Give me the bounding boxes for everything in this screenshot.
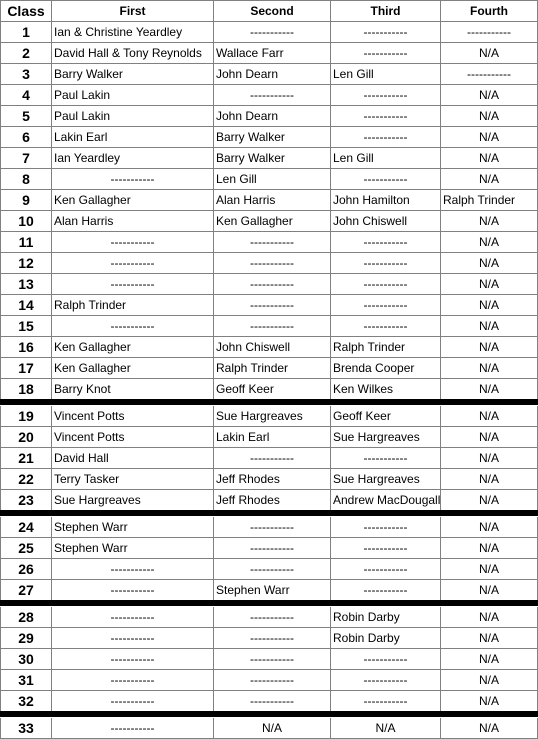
first-cell: Vincent Potts: [52, 406, 214, 427]
class-cell: 17: [0, 358, 52, 379]
fourth-cell: N/A: [441, 718, 538, 739]
class-cell: 29: [0, 628, 52, 649]
first-cell: Stephen Warr: [52, 538, 214, 559]
table-row: [0, 490, 538, 511]
second-cell: Sue Hargreaves: [214, 406, 331, 427]
first-cell: -----------: [52, 628, 214, 649]
first-cell: Ian Yeardley: [52, 148, 214, 169]
table-row: [0, 127, 538, 148]
section-separator: [0, 510, 538, 516]
first-cell: Terry Tasker: [52, 469, 214, 490]
fourth-cell: N/A: [441, 538, 538, 559]
class-cell: 10: [0, 211, 52, 232]
third-cell: -----------: [331, 517, 441, 538]
table-row: [0, 649, 538, 670]
fourth-cell: N/A: [441, 448, 538, 469]
third-cell: Brenda Cooper: [331, 358, 441, 379]
third-cell: Geoff Keer: [331, 406, 441, 427]
fourth-cell: N/A: [441, 169, 538, 190]
first-cell: -----------: [52, 559, 214, 580]
fourth-cell: N/A: [441, 628, 538, 649]
second-cell: -----------: [214, 517, 331, 538]
first-cell: Alan Harris: [52, 211, 214, 232]
header-second: Second: [214, 0, 331, 22]
class-cell: 14: [0, 295, 52, 316]
table-row: [0, 580, 538, 601]
class-cell: 1: [0, 22, 52, 43]
second-cell: -----------: [214, 316, 331, 337]
table-row: [0, 691, 538, 712]
class-cell: 28: [0, 607, 52, 628]
first-cell: Paul Lakin: [52, 85, 214, 106]
header-first: First: [52, 0, 214, 22]
first-cell: -----------: [52, 580, 214, 601]
section-separator: [0, 711, 538, 717]
fourth-cell: -----------: [441, 22, 538, 43]
third-cell: -----------: [331, 169, 441, 190]
third-cell: Ralph Trinder: [331, 337, 441, 358]
table-row: [0, 406, 538, 427]
second-cell: -----------: [214, 22, 331, 43]
second-cell: -----------: [214, 85, 331, 106]
fourth-cell: N/A: [441, 148, 538, 169]
first-cell: Ken Gallagher: [52, 337, 214, 358]
table-row: [0, 538, 538, 559]
class-cell: 27: [0, 580, 52, 601]
second-cell: -----------: [214, 670, 331, 691]
fourth-cell: N/A: [441, 337, 538, 358]
first-cell: -----------: [52, 274, 214, 295]
second-cell: -----------: [214, 607, 331, 628]
third-cell: -----------: [331, 448, 441, 469]
class-cell: 31: [0, 670, 52, 691]
third-cell: Sue Hargreaves: [331, 427, 441, 448]
fourth-cell: N/A: [441, 559, 538, 580]
first-cell: Ken Gallagher: [52, 358, 214, 379]
class-cell: 15: [0, 316, 52, 337]
table-row: [0, 148, 538, 169]
table-row: [0, 43, 538, 64]
fourth-cell: N/A: [441, 106, 538, 127]
class-cell: 25: [0, 538, 52, 559]
second-cell: Barry Walker: [214, 127, 331, 148]
third-cell: -----------: [331, 295, 441, 316]
class-cell: 26: [0, 559, 52, 580]
table-row: [0, 337, 538, 358]
fourth-cell: N/A: [441, 295, 538, 316]
class-cell: 23: [0, 490, 52, 511]
first-cell: -----------: [52, 232, 214, 253]
class-cell: 2: [0, 43, 52, 64]
third-cell: -----------: [331, 22, 441, 43]
class-cell: 12: [0, 253, 52, 274]
fourth-cell: N/A: [441, 316, 538, 337]
class-cell: 6: [0, 127, 52, 148]
second-cell: -----------: [214, 649, 331, 670]
first-cell: -----------: [52, 607, 214, 628]
first-cell: Ralph Trinder: [52, 295, 214, 316]
table-row: [0, 295, 538, 316]
class-cell: 5: [0, 106, 52, 127]
third-cell: Andrew MacDougall: [331, 490, 441, 511]
fourth-cell: N/A: [441, 274, 538, 295]
table-row: [0, 190, 538, 211]
first-cell: Sue Hargreaves: [52, 490, 214, 511]
second-cell: Wallace Farr: [214, 43, 331, 64]
table-row: [0, 379, 538, 400]
second-cell: -----------: [214, 559, 331, 580]
fourth-cell: N/A: [441, 127, 538, 148]
second-cell: -----------: [214, 628, 331, 649]
table-row: [0, 316, 538, 337]
header-class: Class: [0, 0, 52, 22]
table-row: [0, 607, 538, 628]
third-cell: -----------: [331, 691, 441, 712]
class-cell: 24: [0, 517, 52, 538]
fourth-cell: Ralph Trinder: [441, 190, 538, 211]
first-cell: Lakin Earl: [52, 127, 214, 148]
first-cell: -----------: [52, 253, 214, 274]
table-row: [0, 169, 538, 190]
first-cell: Paul Lakin: [52, 106, 214, 127]
first-cell: Barry Knot: [52, 379, 214, 400]
first-cell: Ken Gallagher: [52, 190, 214, 211]
second-cell: Ralph Trinder: [214, 358, 331, 379]
class-cell: 8: [0, 169, 52, 190]
third-cell: John Chiswell: [331, 211, 441, 232]
table-row: [0, 211, 538, 232]
fourth-cell: N/A: [441, 580, 538, 601]
header-third: Third: [331, 0, 441, 22]
table-row: [0, 106, 538, 127]
table-row: [0, 232, 538, 253]
fourth-cell: N/A: [441, 379, 538, 400]
section-separator: [0, 399, 538, 405]
second-cell: -----------: [214, 691, 331, 712]
table-row: [0, 85, 538, 106]
class-cell: 11: [0, 232, 52, 253]
header-row: [0, 0, 538, 22]
second-cell: Jeff Rhodes: [214, 490, 331, 511]
class-cell: 21: [0, 448, 52, 469]
second-cell: -----------: [214, 448, 331, 469]
second-cell: John Chiswell: [214, 337, 331, 358]
table-row: [0, 559, 538, 580]
class-cell: 22: [0, 469, 52, 490]
second-cell: -----------: [214, 538, 331, 559]
second-cell: Lakin Earl: [214, 427, 331, 448]
third-cell: -----------: [331, 232, 441, 253]
fourth-cell: N/A: [441, 211, 538, 232]
second-cell: Barry Walker: [214, 148, 331, 169]
first-cell: Ian & Christine Yeardley: [52, 22, 214, 43]
class-cell: 30: [0, 649, 52, 670]
fourth-cell: N/A: [441, 85, 538, 106]
second-cell: -----------: [214, 232, 331, 253]
table-row: [0, 253, 538, 274]
second-cell: John Dearn: [214, 64, 331, 85]
second-cell: -----------: [214, 295, 331, 316]
fourth-cell: N/A: [441, 490, 538, 511]
class-cell: 13: [0, 274, 52, 295]
class-cell: 16: [0, 337, 52, 358]
table-row: [0, 469, 538, 490]
third-cell: Robin Darby: [331, 607, 441, 628]
class-cell: 4: [0, 85, 52, 106]
fourth-cell: N/A: [441, 691, 538, 712]
header-fourth: Fourth: [441, 0, 538, 22]
fourth-cell: N/A: [441, 427, 538, 448]
third-cell: Sue Hargreaves: [331, 469, 441, 490]
third-cell: -----------: [331, 649, 441, 670]
fourth-cell: N/A: [441, 517, 538, 538]
fourth-cell: N/A: [441, 469, 538, 490]
fourth-cell: N/A: [441, 670, 538, 691]
class-cell: 20: [0, 427, 52, 448]
first-cell: -----------: [52, 649, 214, 670]
third-cell: Len Gill: [331, 148, 441, 169]
class-cell: 3: [0, 64, 52, 85]
class-cell: 7: [0, 148, 52, 169]
second-cell: -----------: [214, 274, 331, 295]
third-cell: -----------: [331, 43, 441, 64]
fourth-cell: N/A: [441, 406, 538, 427]
fourth-cell: N/A: [441, 253, 538, 274]
third-cell: -----------: [331, 559, 441, 580]
fourth-cell: N/A: [441, 232, 538, 253]
second-cell: Jeff Rhodes: [214, 469, 331, 490]
class-cell: 18: [0, 379, 52, 400]
fourth-cell: -----------: [441, 64, 538, 85]
class-cell: 9: [0, 190, 52, 211]
third-cell: -----------: [331, 85, 441, 106]
table-row: [0, 274, 538, 295]
third-cell: Ken Wilkes: [331, 379, 441, 400]
third-cell: -----------: [331, 253, 441, 274]
table-row: [0, 628, 538, 649]
table-row: [0, 448, 538, 469]
table-row: [0, 718, 538, 739]
fourth-cell: N/A: [441, 358, 538, 379]
table-row: [0, 427, 538, 448]
first-cell: -----------: [52, 169, 214, 190]
second-cell: Alan Harris: [214, 190, 331, 211]
fourth-cell: N/A: [441, 43, 538, 64]
third-cell: N/A: [331, 718, 441, 739]
third-cell: John Hamilton: [331, 190, 441, 211]
first-cell: -----------: [52, 718, 214, 739]
first-cell: Vincent Potts: [52, 427, 214, 448]
second-cell: Stephen Warr: [214, 580, 331, 601]
table-row: [0, 517, 538, 538]
second-cell: N/A: [214, 718, 331, 739]
table-row: [0, 358, 538, 379]
first-cell: Stephen Warr: [52, 517, 214, 538]
class-cell: 33: [0, 718, 52, 739]
section-separator: [0, 600, 538, 606]
first-cell: David Hall & Tony Reynolds: [52, 43, 214, 64]
second-cell: -----------: [214, 253, 331, 274]
third-cell: Len Gill: [331, 64, 441, 85]
third-cell: -----------: [331, 274, 441, 295]
third-cell: Robin Darby: [331, 628, 441, 649]
fourth-cell: N/A: [441, 649, 538, 670]
third-cell: -----------: [331, 538, 441, 559]
third-cell: -----------: [331, 580, 441, 601]
first-cell: -----------: [52, 670, 214, 691]
first-cell: Barry Walker: [52, 64, 214, 85]
class-cell: 19: [0, 406, 52, 427]
first-cell: David Hall: [52, 448, 214, 469]
class-cell: 32: [0, 691, 52, 712]
first-cell: -----------: [52, 316, 214, 337]
first-cell: -----------: [52, 691, 214, 712]
third-cell: -----------: [331, 316, 441, 337]
fourth-cell: N/A: [441, 607, 538, 628]
table-row: [0, 670, 538, 691]
third-cell: -----------: [331, 127, 441, 148]
second-cell: Geoff Keer: [214, 379, 331, 400]
table-row: [0, 22, 538, 43]
second-cell: Ken Gallagher: [214, 211, 331, 232]
second-cell: John Dearn: [214, 106, 331, 127]
third-cell: -----------: [331, 670, 441, 691]
third-cell: -----------: [331, 106, 441, 127]
table-row: [0, 64, 538, 85]
second-cell: Len Gill: [214, 169, 331, 190]
